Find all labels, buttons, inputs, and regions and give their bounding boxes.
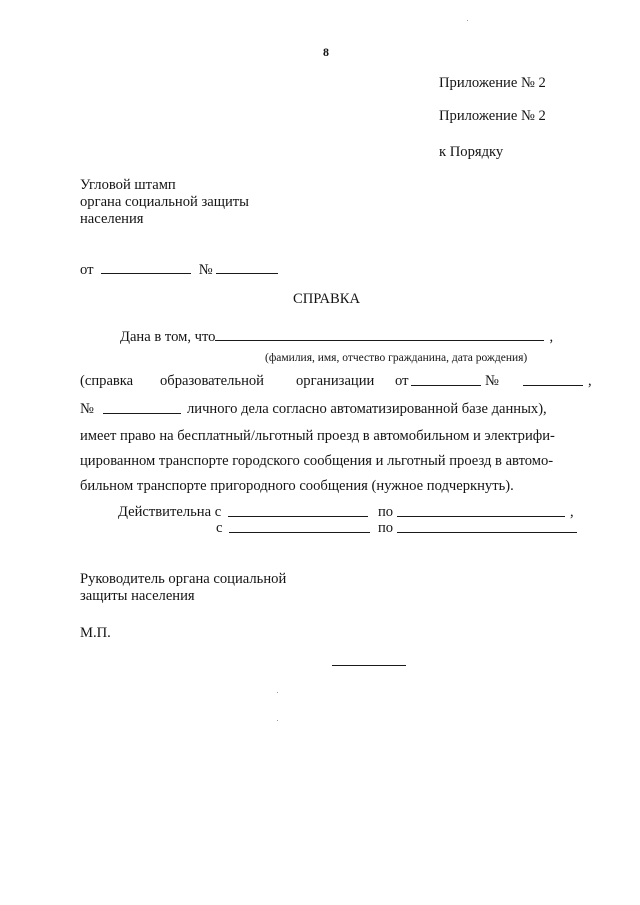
body-line-2-w6: ,: [588, 373, 592, 389]
stamp-line-1: Угловой штамп: [80, 177, 176, 193]
signature-line-1: Руководитель органа социальной: [80, 571, 287, 587]
document-title: СПРАВКА: [293, 291, 361, 307]
given-prefix: Дана в том, что: [120, 329, 216, 345]
body-line-3-no: №: [80, 401, 94, 417]
citizen-name-blank[interactable]: [215, 327, 544, 341]
seal-label: М.П.: [80, 625, 111, 641]
case-number-blank[interactable]: [103, 413, 181, 414]
date-line: [80, 260, 278, 279]
appendix-line-3: к Порядку: [439, 144, 504, 160]
citizen-caption: (фамилия, имя, отчество гражданина, дата рождения): [265, 352, 528, 364]
validity-to-1: по: [378, 504, 394, 520]
closing-rule: [332, 665, 406, 666]
validity-from-2: с: [216, 520, 223, 536]
body-line-2-w5: №: [485, 373, 499, 389]
date-blank[interactable]: [101, 260, 191, 274]
number-label: №: [198, 262, 213, 278]
body-line-5: цированном транспорте городского сообщения и льготный проезд в автомо-: [80, 453, 554, 469]
scan-speck: [467, 20, 468, 21]
org-number-blank[interactable]: [523, 385, 583, 386]
given-line: [120, 327, 553, 346]
scan-speck: [277, 720, 278, 721]
body-line-2-w1: (справка: [80, 373, 134, 389]
appendix-line-2: Приложение № 2: [439, 108, 546, 124]
appendix-line-1: Приложение № 2: [439, 75, 546, 91]
valid-from-blank-2[interactable]: [229, 532, 370, 533]
valid-to-blank-2[interactable]: [397, 532, 577, 533]
given-suffix: ,: [549, 329, 554, 345]
validity-to-2: по: [378, 520, 394, 536]
body-line-3: личного дела согласно автоматизированной базе данных),: [187, 401, 547, 417]
number-blank[interactable]: [216, 260, 278, 274]
scan-speck: [277, 692, 278, 693]
valid-to-blank-1[interactable]: [397, 516, 565, 517]
date-from-label: от: [80, 262, 94, 278]
body-line-2-w2: образовательной: [160, 373, 264, 389]
valid-from-blank-1[interactable]: [228, 516, 368, 517]
org-date-blank[interactable]: [411, 385, 481, 386]
stamp-line-2: органа социальной защиты: [80, 194, 249, 210]
page-number: 8: [323, 45, 329, 59]
signature-line-2: защиты населения: [80, 588, 195, 604]
body-line-4: имеет право на бесплатный/льготный проезд в автомобильном и электрифи-: [80, 428, 555, 444]
body-line-2-w4: от: [395, 373, 409, 389]
body-line-2-w3: организации: [296, 373, 375, 389]
validity-prefix: Действительна с: [118, 504, 222, 520]
body-line-6: бильном транспорте пригородного сообщения (нужное подчеркнуть).: [80, 478, 514, 494]
stamp-line-3: населения: [80, 211, 144, 227]
validity-comma: ,: [570, 504, 574, 520]
